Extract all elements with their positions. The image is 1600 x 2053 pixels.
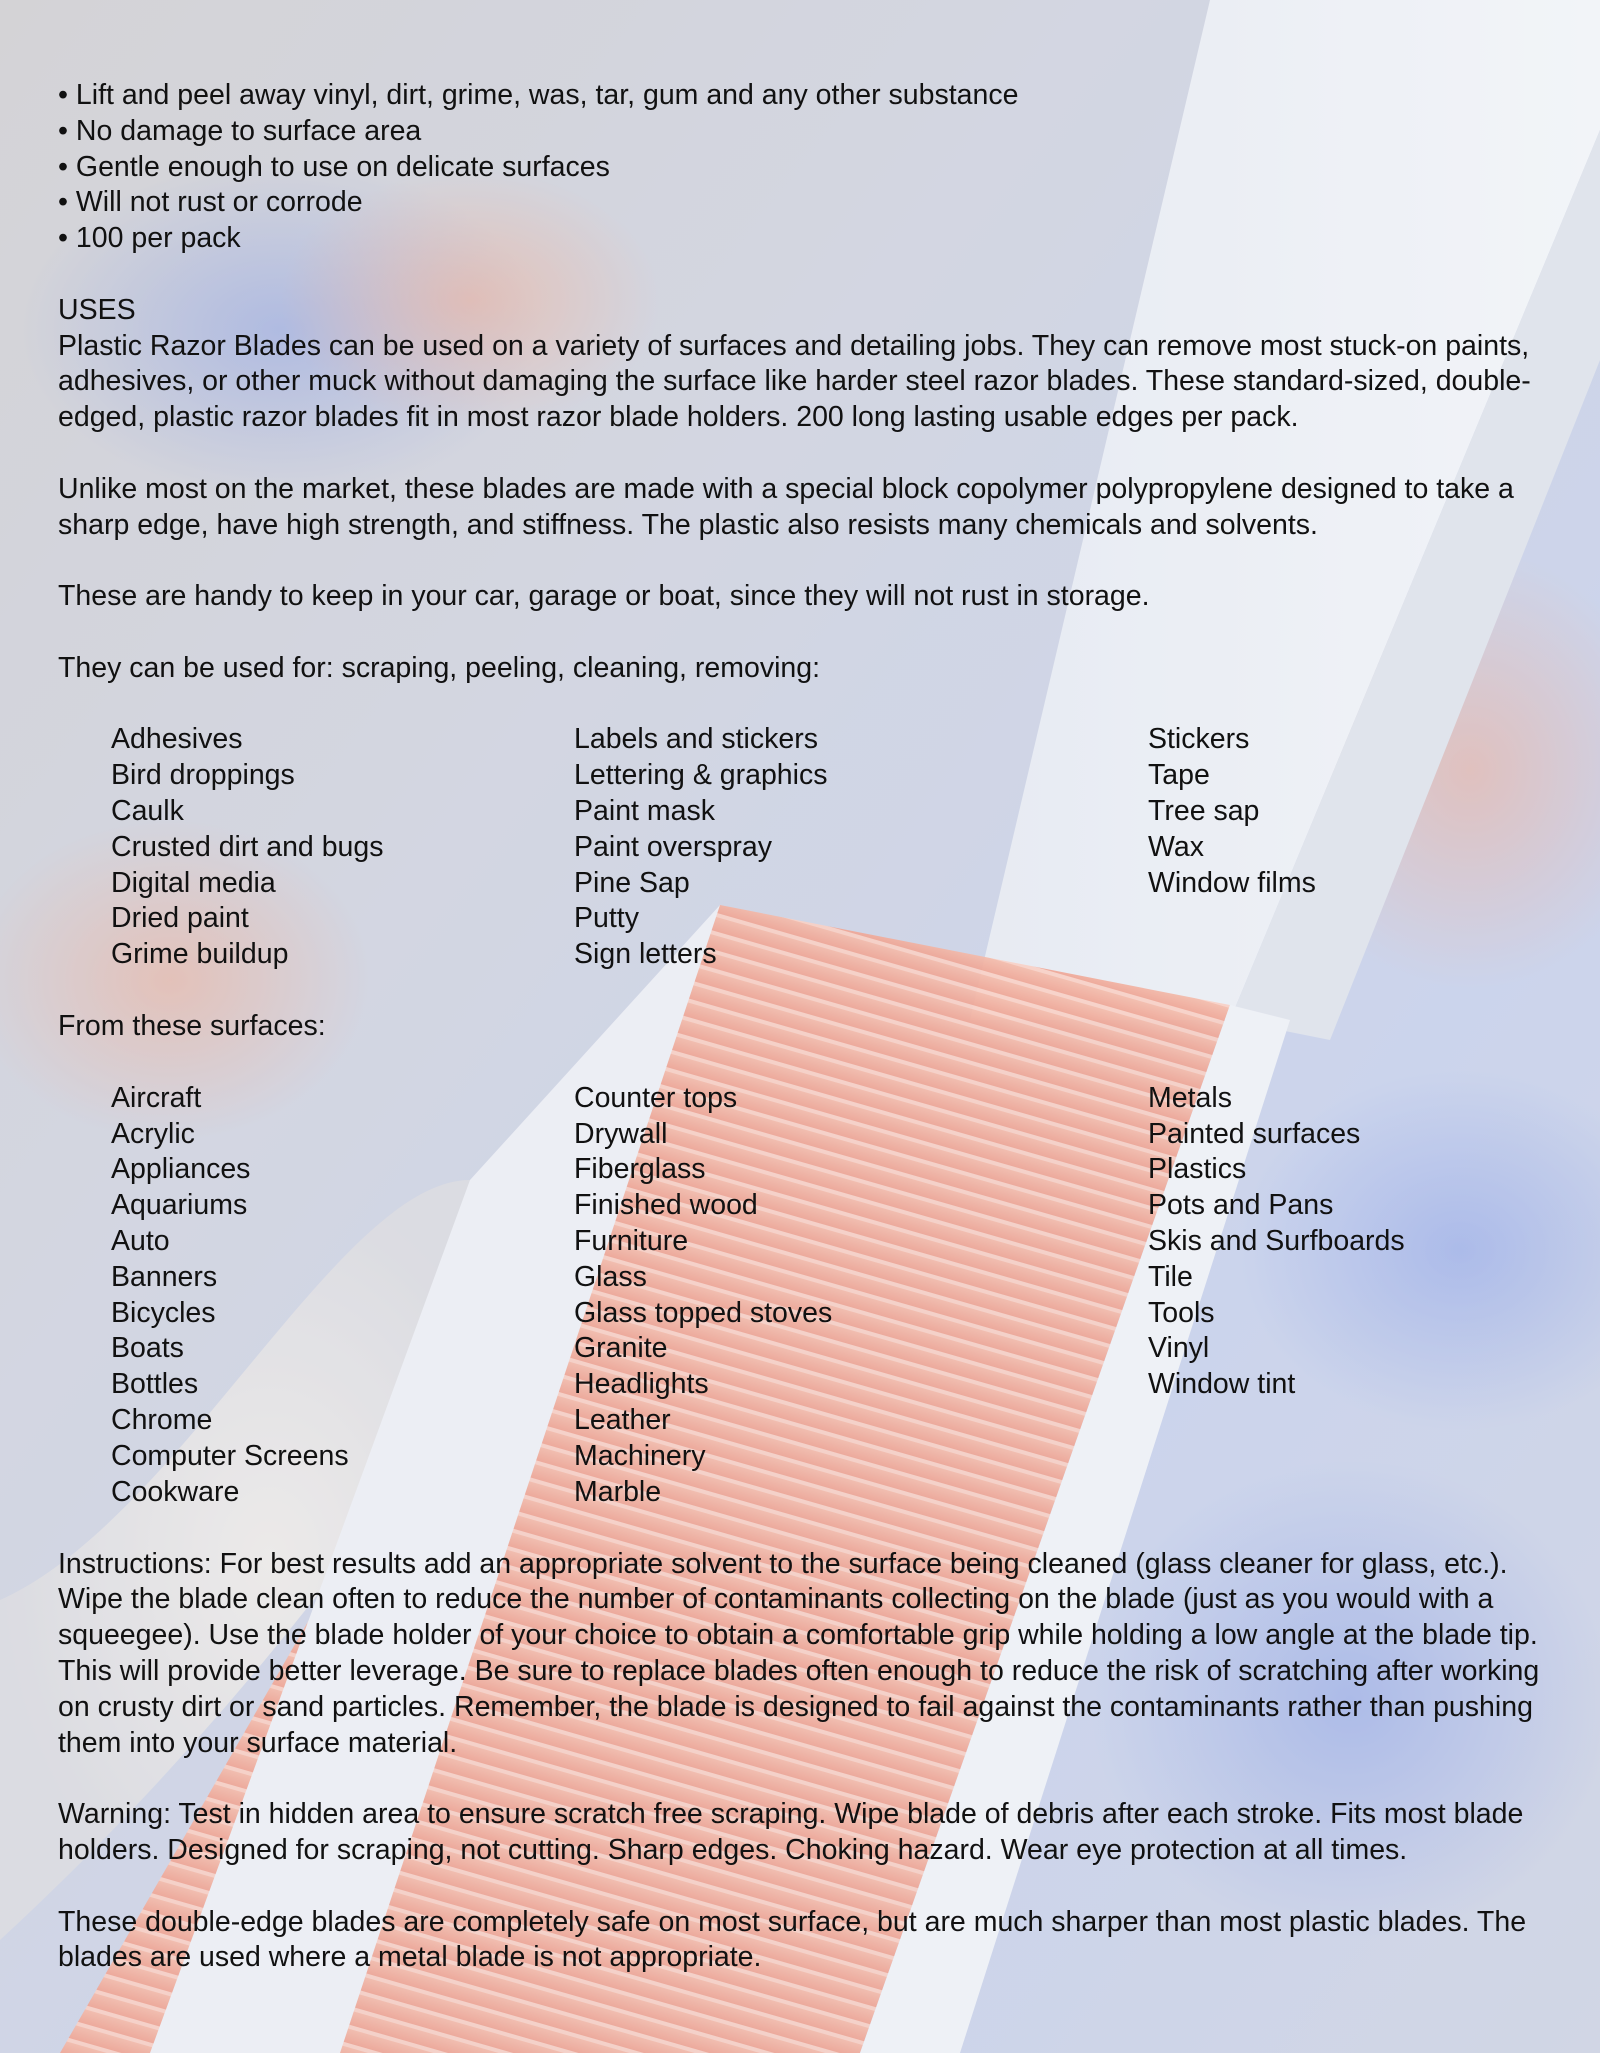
- uses-intro-paragraph: Plastic Razor Blades can be used on a variety of surfaces and detailing jobs. They can remove most stuck-on paints, adhesives, or other muck without damaging the surface like harder steel razor blades. These standard-sized, double-edged, plastic razor blades fit in most razor blade holders. 200 long lasting usable edges per pack.: [58, 329, 1531, 434]
- list-item: Drywall: [574, 1117, 668, 1150]
- instructions-paragraph: Instructions: For best results add an appropriate solvent to the surface being cleaned (glass cleaner for glass, etc.). Wipe the blade clean often to reduce the number of contaminants collecting on the blade (just as you would with a squeegee). Use the blade holder of your choice to obtain a comfortable grip while holding a low angle at the blade tip. This will provide better leverage. Be sure to replace blades often enough to reduce the risk of scratching after working on crusty dirt or sand particles. Remember, the blade is designed to fail against the contaminants rather than pushing them into your surface material.: [58, 1547, 1540, 1759]
- surfaces-columns: [58, 1081, 1558, 1511]
- list-item: Vinyl: [1148, 1332, 1210, 1365]
- list-item: Boats: [111, 1332, 184, 1365]
- list-item: Pots and Pans: [1148, 1189, 1334, 1222]
- surfaces-label: From these surfaces:: [58, 1010, 326, 1043]
- closing-paragraph: These double-edge blades are completely safe on most surface, but are much sharper than most plastic blades. The blades are used where a metal blade is not appropriate.: [58, 1905, 1527, 1974]
- list-item: Cookware: [111, 1475, 240, 1508]
- list-item: Digital media: [111, 866, 276, 899]
- list-item: Auto: [111, 1224, 170, 1257]
- uses-heading: USES: [58, 293, 136, 326]
- list-item: Banners: [111, 1260, 218, 1293]
- list-item: Chrome: [111, 1403, 213, 1436]
- list-item: Glass: [574, 1260, 647, 1293]
- surfaces-column-2: [574, 1081, 832, 1511]
- surfaces-column-3: [1148, 1081, 1405, 1403]
- used-for-column-1: [111, 722, 384, 973]
- list-item: Glass topped stoves: [574, 1296, 833, 1329]
- list-item: Paint mask: [574, 794, 715, 827]
- feature-item: • Will not rust or corrode: [58, 186, 363, 219]
- list-item: Caulk: [111, 794, 184, 827]
- used-for-column-2: [574, 722, 827, 973]
- list-item: Plastics: [1148, 1153, 1247, 1186]
- used-for-label: They can be used for: scraping, peeling, cleaning, removing:: [58, 651, 821, 684]
- list-item: Tree sap: [1148, 794, 1260, 827]
- list-item: Wax: [1148, 830, 1204, 863]
- feature-item: • No damage to surface area: [58, 114, 422, 147]
- product-description: [58, 78, 1558, 1976]
- list-item: Tape: [1148, 759, 1210, 792]
- list-item: Metals: [1148, 1081, 1232, 1114]
- list-item: Bottles: [111, 1368, 199, 1401]
- list-item: Bird droppings: [111, 759, 295, 792]
- list-item: Labels and stickers: [574, 723, 818, 756]
- list-item: Window films: [1148, 866, 1316, 899]
- list-item: Appliances: [111, 1153, 251, 1186]
- surfaces-column-1: [111, 1081, 349, 1511]
- feature-item: • 100 per pack: [58, 222, 241, 255]
- list-item: Leather: [574, 1403, 671, 1436]
- list-item: Paint overspray: [574, 830, 773, 863]
- list-item: Skis and Surfboards: [1148, 1224, 1405, 1257]
- list-item: Counter tops: [574, 1081, 738, 1114]
- list-item: Marble: [574, 1475, 662, 1508]
- list-item: Lettering & graphics: [574, 759, 828, 792]
- list-item: Acrylic: [111, 1117, 195, 1150]
- list-item: Putty: [574, 902, 639, 935]
- used-for-column-3: [1148, 722, 1316, 901]
- feature-item: • Lift and peel away vinyl, dirt, grime, was, tar, gum and any other substance: [58, 79, 1019, 111]
- feature-item: • Gentle enough to use on delicate surfaces: [58, 150, 610, 183]
- list-item: Headlights: [574, 1368, 709, 1401]
- list-item: Adhesives: [111, 723, 243, 756]
- list-item: Painted surfaces: [1148, 1117, 1361, 1150]
- list-item: Tools: [1148, 1296, 1215, 1329]
- list-item: Fiberglass: [574, 1153, 706, 1186]
- list-item: Aircraft: [111, 1081, 202, 1114]
- list-item: Pine Sap: [574, 866, 690, 899]
- list-item: Grime buildup: [111, 938, 289, 971]
- list-item: Granite: [574, 1332, 668, 1365]
- list-item: Bicycles: [111, 1296, 216, 1329]
- feature-list: [58, 78, 1558, 257]
- list-item: Window tint: [1148, 1368, 1296, 1401]
- warning-paragraph: Warning: Test in hidden area to ensure scratch free scraping. Wipe blade of debris after each stroke. Fits most blade holders. Designed for scraping, not cutting. Sharp edges. Choking hazard. Wear eye protection at all times.: [58, 1798, 1524, 1866]
- list-item: Sign letters: [574, 938, 717, 971]
- list-item: Stickers: [1148, 723, 1250, 756]
- used-for-columns: [58, 722, 1558, 973]
- storage-paragraph: These are handy to keep in your car, garage or boat, since they will not rust in storage.: [58, 580, 1150, 613]
- material-paragraph: Unlike most on the market, these blades are made with a special block copolymer polypropylene designed to take a sharp edge, have high strength, and stiffness. The plastic also resists many chemicals and solvents.: [58, 472, 1514, 541]
- list-item: Aquariums: [111, 1189, 248, 1222]
- list-item: Finished wood: [574, 1189, 758, 1222]
- list-item: Furniture: [574, 1224, 689, 1257]
- list-item: Machinery: [574, 1439, 706, 1472]
- list-item: Computer Screens: [111, 1439, 349, 1472]
- list-item: Dried paint: [111, 902, 249, 935]
- list-item: Tile: [1148, 1260, 1193, 1293]
- list-item: Crusted dirt and bugs: [111, 830, 384, 863]
